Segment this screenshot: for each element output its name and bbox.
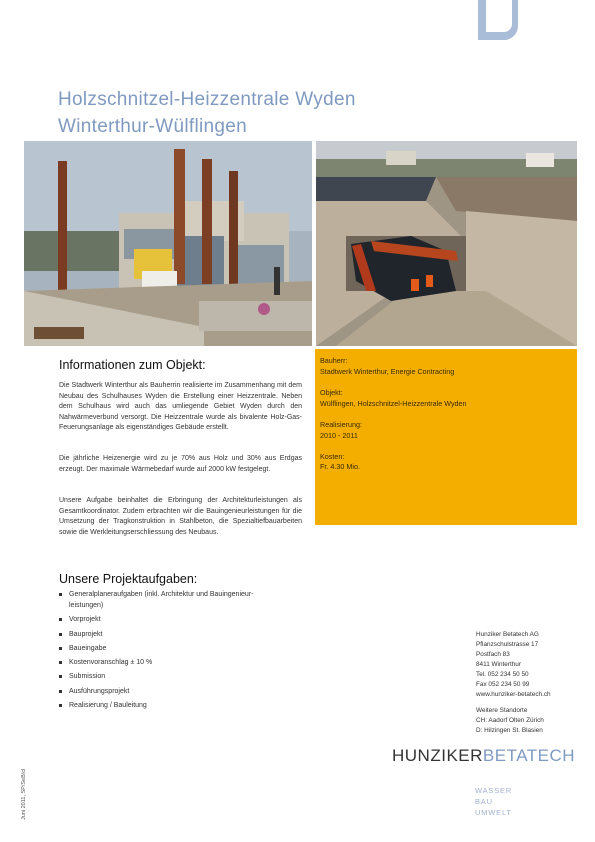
page-title-line2: Winterthur-Wülflingen: [58, 116, 247, 137]
client-value: Stadtwerk Winterthur, Energie Contracting: [320, 367, 455, 376]
task-item: Realisierung / Bauleitung: [59, 702, 147, 709]
task-item: Submission: [59, 673, 105, 680]
company-street: Pflanzschulstrasse 17: [476, 641, 539, 648]
company-phone: Tel. 052 234 50 50: [476, 671, 529, 678]
client-label: Bauherr:: [320, 356, 348, 365]
task-item-continued: leistungen): [69, 602, 104, 609]
brand-line-environment: UMWELT: [475, 808, 512, 817]
task-item: Generalplaneraufgaben (inkl. Architektur und Bauingenieur-: [59, 591, 253, 598]
task-item: Baueingabe: [59, 645, 106, 652]
company-postbox: Postfach 83: [476, 651, 510, 658]
logo-mark-icon: [478, 0, 542, 40]
cost-value: Fr. 4.30 Mio.: [320, 462, 360, 471]
cost-label: Kosten:: [320, 452, 345, 461]
realization-value: 2010 - 2011: [320, 431, 358, 440]
info-paragraph-2: Die jährliche Heizenergie wird zu je 70% aus Holz und 30% aus Erdgas erzeugt. Der maximale Wärmebedarf wurde auf 2000 kW festgelegt.: [59, 455, 302, 473]
page-title-line1: Holzschnitzel-Heizzentrale Wyden: [58, 89, 356, 110]
other-locations-ch: CH: Aadorf Olten Zürich: [476, 717, 544, 724]
other-locations-de: D: Hilzingen St. Blasien: [476, 727, 543, 734]
company-city: 8411 Winterthur: [476, 661, 521, 668]
task-item: Vorprojekt: [59, 616, 101, 623]
realization-label: Realisierung:: [320, 420, 362, 429]
brand-line-water: WASSER: [475, 786, 513, 795]
brand-line-construction: BAU: [475, 797, 493, 806]
info-paragraph-3: Unsere Aufgabe beinhaltet die Erbringung der Architekturleistungen als Gesamtkoordinator. Zudem erbrachten wir die Bauingenieurleistungen für die Umsetzung der Tragkonstruktion in Stahlbeton, die Spezialtiefbauarbeiten sowie die Werkleitungserschliessung des Neubaus.: [59, 497, 302, 536]
object-value: Wülflingen, Holzschnitzel-Heizzentrale Wyden: [320, 399, 467, 408]
company-logo: HUNZIKERBETATECH: [392, 746, 576, 765]
task-item: Bauprojekt: [59, 631, 102, 638]
company-website-link[interactable]: www.hunziker-betatech.ch: [476, 691, 551, 698]
info-paragraph-1: Die Stadtwerk Winterthur als Bauherrin realisierte im Zusammenhang mit dem Neubau des Schulhauses Wyden die Erstellung einer Heizzentrale. Neben dem Schulhaus wird auch das umliegende Gebiet Wyden durch den Nahwärmeverbund versorgt. Die Heizzentrale wurde als bivalente Holz-Gas-Feuerungsanlage als eigenständiges Gebäude erstellt.: [59, 382, 302, 432]
photo-heating-plant: [24, 141, 312, 346]
tasks-heading: Unsere Projektaufgaben:: [59, 572, 198, 586]
task-item: Kostenvoranschlag ± 10 %: [59, 659, 152, 666]
photo-excavation-pit: [316, 141, 577, 346]
task-item: Ausführungsprojekt: [59, 688, 129, 695]
company-fax: Fax 052 234 50 99: [476, 681, 530, 688]
company-name: Hunziker Betatech AG: [476, 631, 539, 638]
document-reference: Juni 2011, SP/SeB/cl: [21, 768, 27, 820]
other-locations-label: Weitere Standorte: [476, 707, 528, 714]
object-label: Objekt:: [320, 388, 343, 397]
info-heading: Informationen zum Objekt:: [59, 358, 206, 372]
